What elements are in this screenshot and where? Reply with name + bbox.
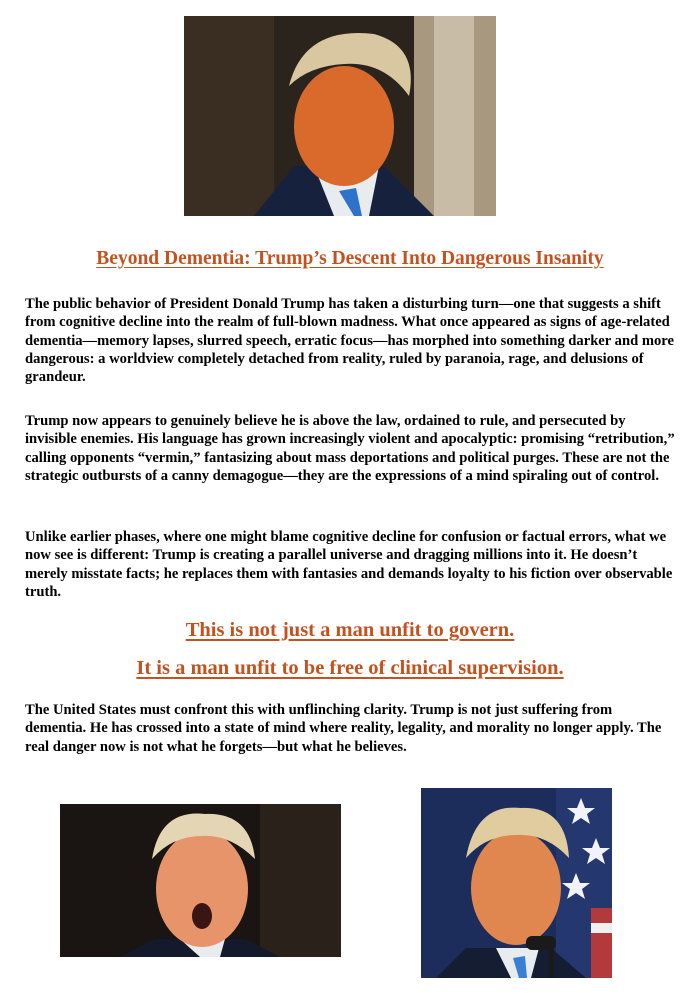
paragraph-1: The public behavior of President Donald Trump has taken a disturbing turn—one that suggests a shift from cognitive decline into the realm of full-blown madness. What once appeared as signs of age-related dementia—memory lapses, slurred speech, erratic focus—has morphed into something darker and more dangerous: a worldview completely detached from reality, ruled by paranoia, rage, and delusions of grandeur. <box>25 296 674 386</box>
bottom-right-photo <box>421 788 612 978</box>
paragraph-3: Unlike earlier phases, where one might blame cognitive decline for confusion or factual errors, what we now see is different: Trump is creating a parallel universe and dragging millions into it. He doesn’t merely misstate facts; he replaces them with fantasies and demands loyalty to his fiction over observable truth. <box>25 529 673 600</box>
callout-2: It is a man unfit to be free of clinical supervision. <box>136 657 564 679</box>
paragraph-2: Trump now appears to genuinely believe he is above the law, ordained to rule, and persecuted by invisible enemies. His language has grown increasingly violent and apocalyptic: promising “retribution,” calling opponents “vermin,” fantasizing about mass deportations and political purges. These are not the strategic outbursts of a canny demagogue—they are the expressions of a mind spiraling out of control. <box>25 413 675 484</box>
bottom-left-photo <box>60 804 341 957</box>
article-title: Beyond Dementia: Trump’s Descent Into Dangerous Insanity <box>96 248 604 269</box>
paragraph-4: The United States must confront this with unflinching clarity. Trump is not just suffering from dementia. He has crossed into a state of mind where reality, legality, and morality no longer apply. The real danger now is not what he forgets—but what he believes. <box>25 702 662 755</box>
top-photo <box>184 16 496 216</box>
callout-1: This is not just a man unfit to govern. <box>185 619 515 641</box>
